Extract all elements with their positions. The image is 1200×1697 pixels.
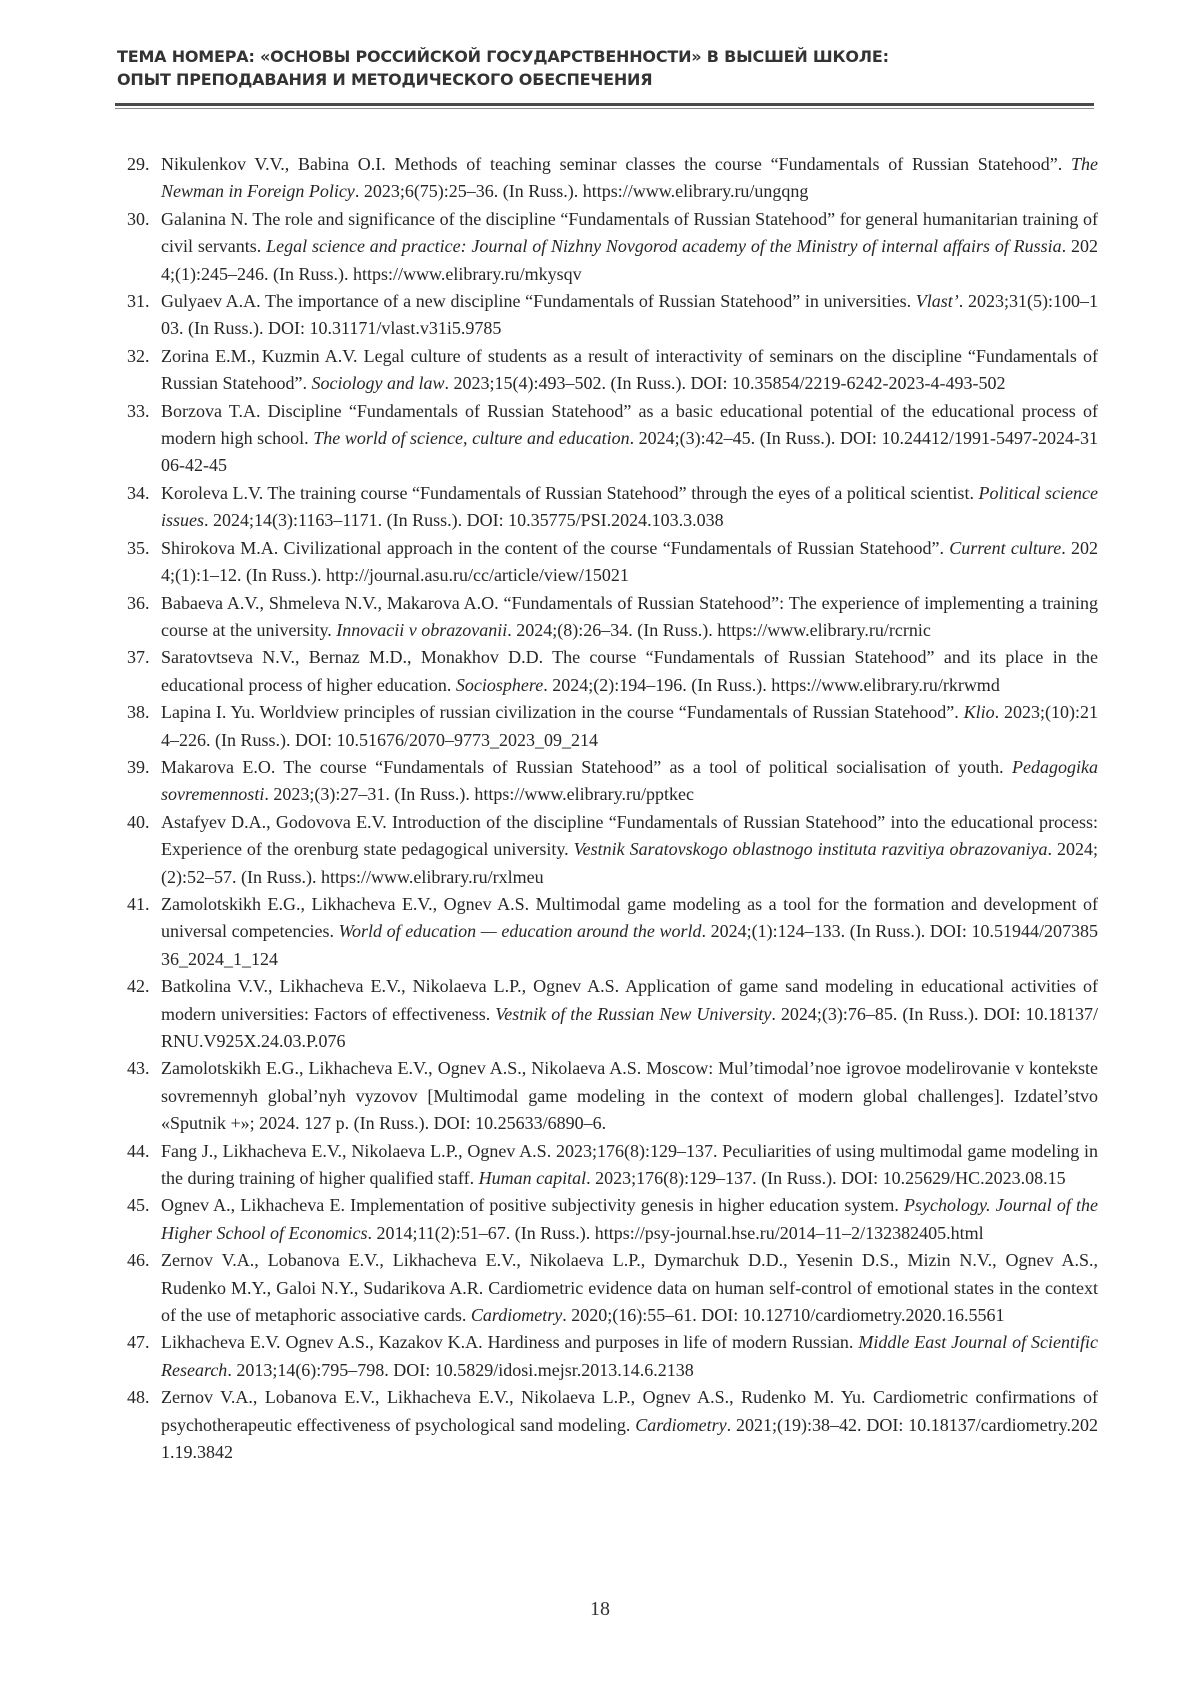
reference-text: Lapina I. Yu. Worldview principles of russian civilization in the course “Fundamentals of Russian Statehood”.	[161, 702, 964, 723]
reference-number: 29.	[127, 154, 150, 174]
header-rule-thick	[115, 103, 1094, 106]
reference-text: Saratovtseva N.V., Bernaz M.D., Monakhov D.D. The course “Fundamentals of Russian Statehood” and its place in the educational process of higher education.	[161, 647, 1098, 695]
reference-number: 36.	[127, 592, 150, 613]
reference-text: Likhacheva E.V. Ognev A.S., Kazakov K.A. Hardiness and purposes in life of modern Russian.	[161, 1332, 859, 1353]
reference-item	[127, 206, 1098, 288]
reference-number: 34.	[127, 482, 150, 503]
reference-item	[127, 973, 1098, 1055]
reference-number: 48.	[127, 1387, 150, 1408]
reference-item	[127, 535, 1098, 590]
reference-item	[127, 754, 1098, 809]
reference-number: 44.	[127, 1140, 150, 1161]
reference-details: . 2024;(1):1–12. (In Russ.). http://journal.asu.ru/cc/article/view/15021	[161, 537, 1098, 586]
reference-number: 46.	[127, 1250, 150, 1271]
reference-journal: Cardiometry	[470, 1305, 563, 1326]
reference-number: 35.	[127, 537, 150, 558]
reference-text: Gulyaev A.A. The importance of a new discipline “Fundamentals of Russian Statehood” in universities.	[161, 291, 916, 312]
reference-journal: Legal science and practice: Journal of Nizhny Novgorod academy of the Ministry of internal affairs of Russia	[266, 236, 1062, 257]
reference-details: . 2024;14(3):1163–1171. (In Russ.). DOI: 10.35775/PSI.2024.103.3.038	[204, 510, 724, 531]
reference-text: Babaeva A.V., Shmeleva N.V., Makarova A.O. “Fundamentals of Russian Statehood”: The experience of implementing a training course at the university.	[161, 592, 1098, 640]
reference-text: Makarova E.O. The course “Fundamentals of Russian Statehood” as a tool of political socialisation of youth.	[161, 756, 1013, 777]
reference-number: 37.	[127, 647, 150, 668]
reference-journal: Klio	[963, 702, 995, 723]
reference-item	[127, 480, 1098, 535]
reference-number: 43.	[127, 1058, 150, 1079]
reference-text: Zamolotskikh E.G., Likhacheva E.V., Ognev A.S. Multimodal game modeling as a tool for the formation and development of universal competencies.	[161, 893, 1098, 942]
reference-item	[127, 151, 1098, 206]
reference-details: . 2023;176(8):129–137. (In Russ.). DOI: 10.25629/HC.2023.08.15	[586, 1168, 1066, 1189]
running-header	[117, 45, 1092, 91]
reference-text: Shirokova M.A. Civilizational approach in the content of the course “Fundamentals of Russian Statehood”.	[161, 537, 950, 558]
reference-details: . 2023;(3):27–31. (In Russ.). https://www.elibrary.ru/pptkec	[264, 784, 694, 805]
reference-details: . 2024;(3):76–85. (In Russ.). DOI: 10.18137/RNU.V925X.24.03.P.076	[161, 1003, 1098, 1051]
reference-details: . 2024;(3):42–45. (In Russ.). DOI: 10.24412/1991-5497-2024-3106-42-45	[161, 428, 1099, 476]
reference-journal: Middle East Journal of Scientific Research	[161, 1332, 1098, 1380]
reference-item	[127, 288, 1098, 343]
reference-details: . 2024;(2):194–196. (In Russ.). https://www.elibrary.ru/rkrwmd	[543, 674, 1000, 695]
reference-details: . 2024;(1):124–133. (In Russ.). DOI: 10.51944/20738536_2024_1_124	[161, 921, 1099, 969]
reference-journal: The world of science, culture and education	[313, 428, 630, 449]
reference-details: . 2014;11(2):51–67. (In Russ.). https://psy-journal.hse.ru/2014–11–2/132382405.html	[367, 1222, 984, 1243]
reference-text: Zamolotskikh E.G., Likhacheva E.V., Ognev A.S., Nikolaeva A.S. Moscow: Mul’timodal’noe igrovoe modelirovanie v kontekste sovremennyh global’nyh vyzovov [Multimodal game modeling in the context of modern global challenges]. Izdatel’stvo «Sputnik +»; 2024. 127 p. (In Russ.). DOI: 10.25633/6890–6.	[161, 1058, 1098, 1134]
running-header-line-1: ТЕМА НОМЕРА: «ОСНОВЫ РОССИЙСКОЙ ГОСУДАРСТВЕННОСТИ» В ВЫСШЕЙ ШКОЛЕ:	[117, 47, 889, 66]
reference-text: Borzova T.A. Discipline “Fundamentals of Russian Statehood” as a basic educational potential of the educational process of modern high school.	[161, 400, 1098, 449]
reference-details: . 2023;6(75):25–36. (In Russ.). https://www.elibrary.ru/ungqng	[354, 181, 809, 202]
reference-item	[127, 891, 1098, 973]
reference-text: Koroleva L.V. The training course “Fundamentals of Russian Statehood” through the eyes of a political scientist.	[161, 482, 979, 503]
reference-item	[127, 1329, 1098, 1384]
header-rule-thin	[115, 108, 1094, 109]
reference-number: 42.	[127, 976, 150, 997]
reference-list	[127, 151, 1098, 1467]
reference-text: Zernov V.A., Lobanova E.V., Likhacheva E.V., Nikolaeva L.P., Dymarchuk D.D., Yesenin D.S., Mizin N.V., Ognev A.S., Rudenko M.Y., Galoi N.Y., Sudarikova A.R. Cardiometric evidence data on human self-control of emotional states in the context of the use of metaphoric associative cards.	[161, 1250, 1098, 1326]
reference-details: . 2024;(2):52–57. (In Russ.). https://www.elibrary.ru/rxlmeu	[161, 839, 1098, 887]
reference-item	[127, 644, 1098, 699]
reference-item	[127, 809, 1098, 891]
reference-details: . 2021;(19):38–42. DOI: 10.18137/cardiometry.2021.19.3842	[161, 1414, 1098, 1463]
reference-item	[127, 1192, 1098, 1247]
reference-details: . 2024;(8):26–34. (In Russ.). https://www.elibrary.ru/rcrnic	[507, 619, 931, 640]
reference-number: 41.	[127, 893, 150, 914]
reference-journal: Vestnik of the Russian New University	[495, 1003, 772, 1024]
page-number: 18	[590, 1598, 610, 1620]
reference-number: 31.	[127, 291, 150, 312]
reference-item	[127, 1384, 1098, 1466]
reference-text: Zernov V.A., Lobanova E.V., Likhacheva E.V., Nikolaeva L.P., Ognev A.S., Rudenko M. Yu. Cardiometric confirmations of psychotherapeutic effectiveness of psychological sand modeling.	[161, 1387, 1098, 1435]
reference-text: Fang J., Likhacheva E.V., Nikolaeva L.P., Ognev A.S. 2023;176(8):129–137. Peculiarities of using multimodal game modeling in the during training of higher qualified staff.	[161, 1140, 1098, 1189]
reference-journal: Sociology and law	[311, 373, 445, 394]
reference-details: . 2020;(16):55–61. DOI: 10.12710/cardiometry.2020.16.5561	[562, 1305, 1005, 1326]
reference-journal: Vestnik Saratovskogo oblastnogo instituta razvitiya obrazovaniya	[573, 839, 1048, 860]
reference-text: Zorina E.M., Kuzmin A.V. Legal culture of students as a result of interactivity of seminars on the discipline “Fundamentals of Russian Statehood”.	[161, 345, 1098, 394]
reference-text: Nikulenkov V.V., Babina O.I. Methods of teaching seminar classes the course “Fundamentals of Russian Statehood”.	[161, 154, 1071, 174]
reference-journal: Innovacii v obrazovanii	[336, 619, 508, 640]
reference-text: Batkolina V.V., Likhacheva E.V., Nikolaeva L.P., Ognev A.S. Application of game sand modeling in educational activities of modern universities: Factors of effectiveness.	[161, 976, 1098, 1024]
reference-number: 47.	[127, 1332, 150, 1353]
reference-number: 45.	[127, 1195, 150, 1216]
reference-journal: Cardiometry	[635, 1414, 727, 1435]
reference-journal: Sociosphere	[455, 674, 544, 695]
reference-number: 33.	[127, 400, 150, 421]
reference-item	[127, 343, 1098, 398]
reference-journal: World of education — education around the world	[338, 921, 702, 942]
reference-item	[127, 1247, 1098, 1329]
reference-item	[127, 398, 1098, 480]
reference-details: . 2023;31(5):100–103. (In Russ.). DOI: 10.31171/vlast.v31i5.9785	[161, 291, 1098, 339]
reference-details: . 2024;(1):245–246. (In Russ.). https://www.elibrary.ru/mkysqv	[161, 236, 1099, 284]
reference-journal: Current culture	[949, 537, 1062, 558]
reference-journal: Psychology. Journal of the Higher School of Economics	[161, 1195, 1098, 1243]
reference-details: . 2013;14(6):795–798. DOI: 10.5829/idosi.mejsr.2013.14.6.2138	[227, 1359, 694, 1380]
reference-text: Galanina N. The role and significance of the discipline “Fundamentals of Russian Statehood” for general humanitarian training of civil servants.	[161, 208, 1098, 257]
reference-number: 30.	[127, 208, 150, 229]
reference-text: Astafyev D.A., Godovova E.V. Introduction of the discipline “Fundamentals of Russian Statehood” into the educational process: Experience of the orenburg state pedagogical university.	[161, 811, 1098, 860]
reference-journal: The Newman in Foreign Policy	[161, 154, 1098, 202]
reference-item	[127, 1055, 1098, 1137]
reference-number: 38.	[127, 702, 150, 723]
running-header-line-2: ОПЫТ ПРЕПОДАВАНИЯ И МЕТОДИЧЕСКОГО ОБЕСПЕЧЕНИЯ	[117, 70, 653, 89]
reference-details: . 2023;15(4):493–502. (In Russ.). DOI: 10.35854/2219-6242-2023-4-493-502	[444, 373, 1006, 394]
reference-item	[127, 699, 1098, 754]
reference-number: 39.	[127, 756, 150, 777]
reference-item	[127, 1138, 1098, 1193]
reference-journal: Political science issues	[161, 482, 1099, 531]
reference-journal: Human capital	[478, 1168, 587, 1189]
reference-details: . 2023;(10):214–226. (In Russ.). DOI: 10.51676/2070–9773_2023_09_214	[161, 702, 1098, 750]
reference-journal: Pedagogika sovremennosti	[161, 756, 1098, 805]
reference-number: 40.	[127, 811, 150, 832]
reference-number: 32.	[127, 345, 150, 366]
reference-text: Ognev A., Likhacheva E. Implementation of positive subjectivity genesis in higher education system.	[161, 1195, 905, 1216]
reference-journal: Vlast’	[915, 291, 959, 312]
reference-item	[127, 590, 1098, 645]
